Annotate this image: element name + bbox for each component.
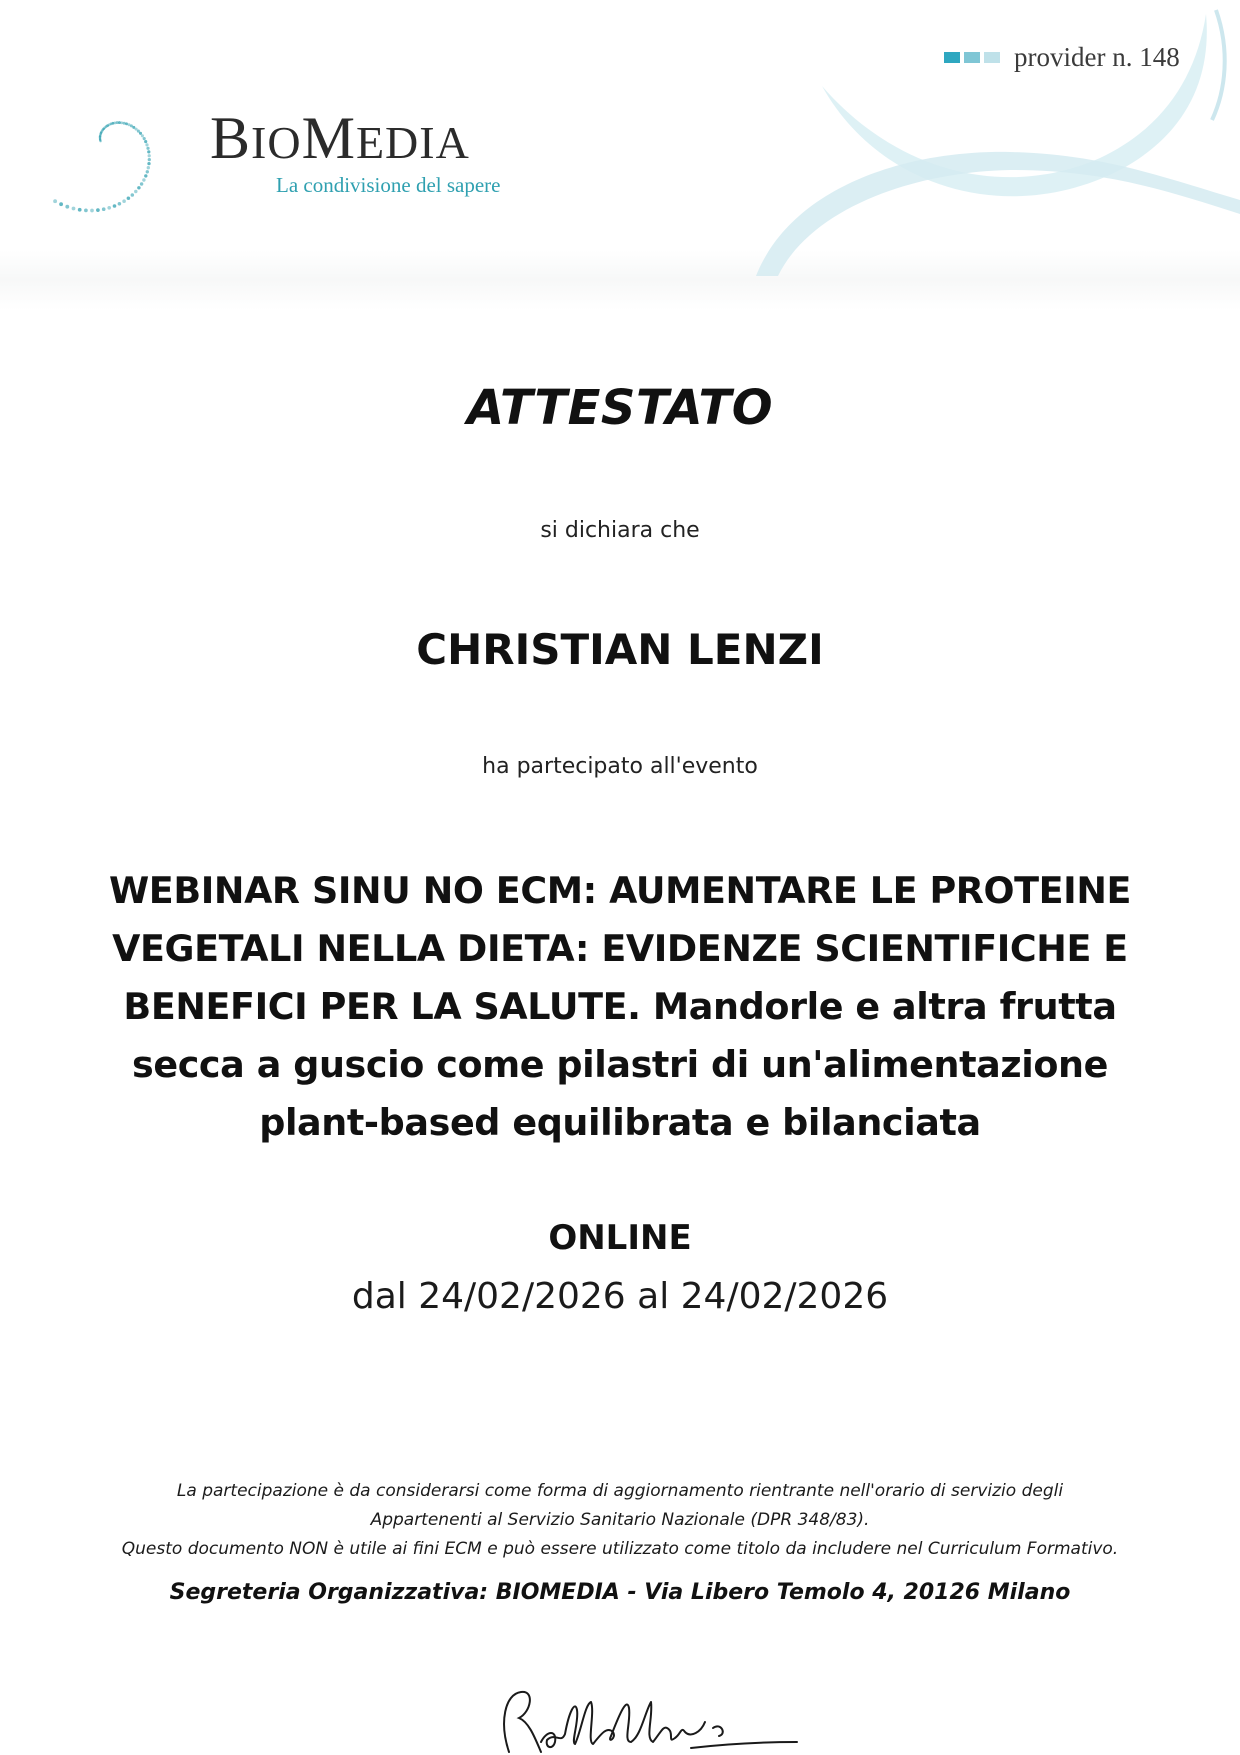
spiral-dot [145,143,148,146]
provider-badge [944,40,1180,74]
provider-square [944,52,960,63]
spiral-dot [147,166,150,169]
footer-note: La partecipazione è da considerarsi come forma di aggiornamento rientrante nell'orario di servizio degli [176,1481,1064,1501]
footer-note: Questo documento NON è utile ai fini ECM e può essere utilizzato come titolo da includere nel Curriculum Formativo. [121,1539,1119,1559]
event-mode: ONLINE [548,1218,692,1258]
logo-wordmark [210,105,470,173]
spiral-dot [107,206,111,210]
logo-letter-m: M [301,105,356,171]
spiral-dot [135,128,138,131]
spiral-dot [137,186,140,189]
certificate-title: ATTESTATO [466,380,774,436]
spiral-dot [148,154,151,157]
logo-letters-io: IO [251,117,302,168]
spiral-dot [142,178,145,181]
declaration-text: si dichiara che [540,518,700,543]
spiral-dot [139,132,142,135]
spiral-dots-icon [50,58,200,228]
spiral-dot [96,208,100,212]
spiral-dot [144,140,147,143]
handwritten-signature [495,1672,815,1755]
spiral-dot [127,196,131,200]
spiral-dot [144,174,147,177]
spiral-dot [113,204,117,208]
spiral-dot [140,182,143,185]
spiral-dot [53,199,57,203]
spiral-dot [78,208,82,212]
certificate-header [0,0,1240,310]
provider-square [984,52,1000,63]
spiral-dot [102,207,106,211]
footer-note: Appartenenti al Servizio Sanitario Nazionale (DPR 348/83). [370,1510,870,1530]
event-dates: dal 24/02/2026 al 24/02/2026 [351,1276,889,1317]
spiral-dot [146,170,149,173]
participant-name: CHRISTIAN LENZI [416,625,824,674]
spiral-dot [90,209,94,213]
spiral-dot [118,202,122,206]
logo-tagline: La condivisione del sapere [276,173,501,197]
participation-text: ha partecipato all'evento [482,754,758,779]
provider-square [964,52,980,63]
provider-squares-icon [944,52,1000,63]
organizing-secretariat: Segreteria Organizzativa: BIOMEDIA - Via Libero Temolo 4, 20126 Milano [169,1580,1071,1605]
provider-number: provider n. 148 [1014,41,1180,72]
logo-letters-edia: EDIA [355,117,470,168]
spiral-dot [122,199,126,203]
spiral-dot [65,205,69,209]
spiral-dot [72,207,76,211]
spiral-dot [59,202,63,206]
spiral-dot [147,162,150,165]
spiral-dot [134,190,137,193]
spiral-dot [141,134,144,137]
spiral-dot [84,209,88,213]
logo-letter-b: B [210,105,252,171]
spiral-dot [148,158,151,161]
spiral-dot [146,147,149,150]
footer-notes [0,1477,1240,1564]
spiral-dot [143,137,146,140]
spiral-dot [131,193,135,197]
spiral-dot [147,150,150,153]
event-title: WEBINAR SINU NO ECM: AUMENTARE LE PROTEINE VEGETALI NELLA DIETA: EVIDENZE SCIENTIFICHE E BENEFICI PER LA SALUTE. Mandorle e altra frutta secca a guscio come pilastri di un'alimentazione plant-based equilibrata e bilanciata [108,869,1132,1144]
